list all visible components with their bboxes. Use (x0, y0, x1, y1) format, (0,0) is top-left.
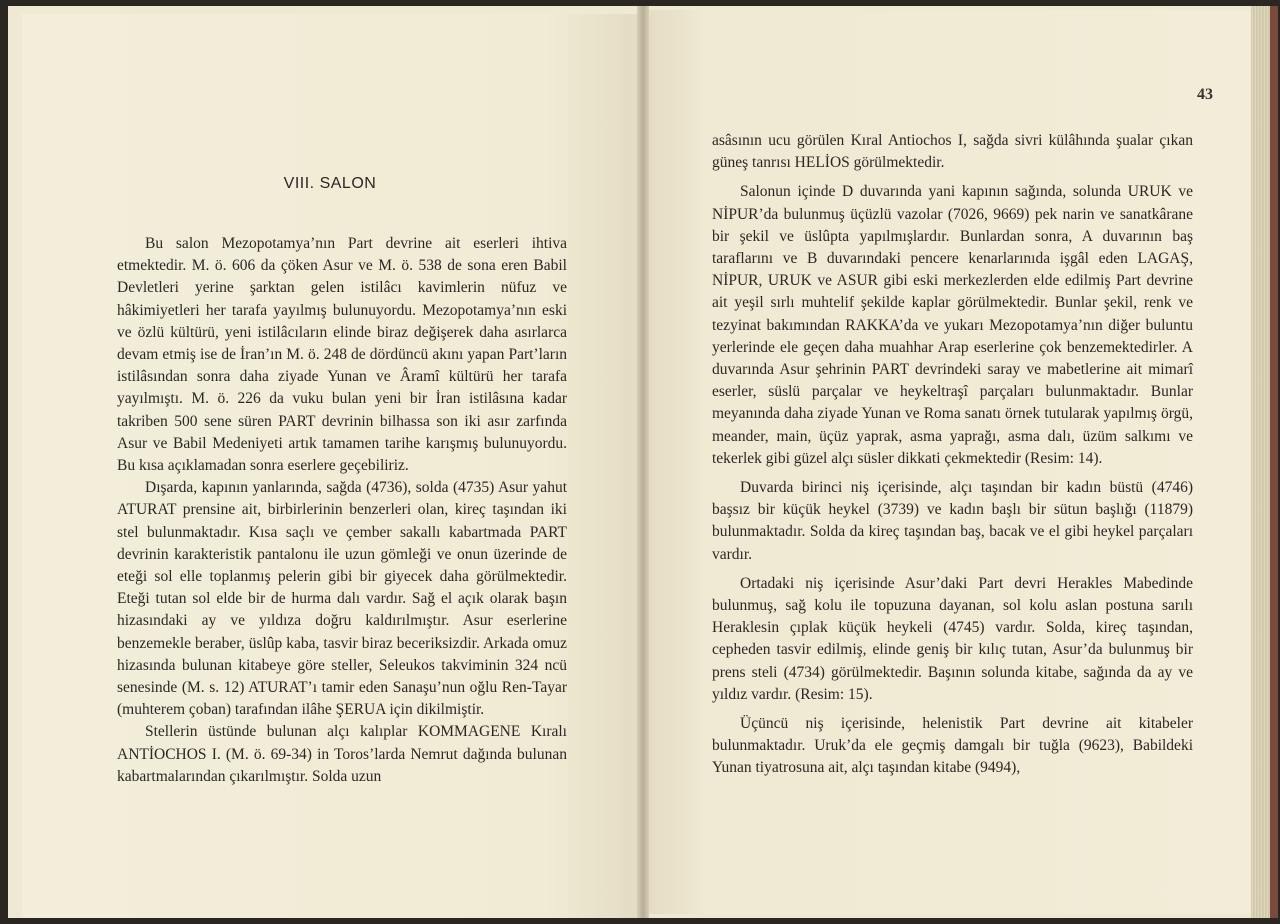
paragraph: Stellerin üstünde bulunan alçı kalıplar KOMMAGENE Kıralı ANTİOCHOS I. (M. ö. 69-34) in Toros’larda Nemrut dağında bulunan kabartmalarından çıkarılmıştır. Solda uzun (117, 723, 567, 785)
paragraph: Duvarda birinci niş içerisinde, alçı taşından bir kadın büstü (4746) başsız bir küçük heykel (3739) ve kadın başlı bir sütun başlığı (11879) bulunmaktadır. Solda da kireç taşından baş, bacak ve el gibi heykel parçaları vardır. (712, 479, 1193, 563)
left-page (22, 14, 638, 918)
book-gutter (637, 6, 649, 918)
paragraph: Ortadaki niş içerisinde Asur’daki Part devri Herakles Mabedinde bulunmuş, sağ kolu ile topuzuna dayanan, sol kolu aslan postuna sarılı Heraklesin çıplak küçük heykeli (4745) vardır. Solda, kireç taşından, cepheden tasvir edilmiş, elinde geniş bir kılıç tutan, Asur’da bulunmuş bir prens steli (4734) görülmektedir. Başının solunda kitabe, sağında da ay ve yıldız vardır. (Resim: 15). (712, 574, 1193, 703)
left-page-body (117, 233, 567, 788)
right-page-body (712, 130, 1193, 780)
paragraph: Üçüncü niş içerisinde, helenistik Part devrine ait kitabeler bulunmaktadır. Uruk’da ele geçmiş damgalı bir tuğla (9623), Babildeki Yunan tiyatrosuna ait, alçı taşından kitabe (9494), (712, 715, 1193, 777)
paragraph: Salonun içinde D duvarında yani kapının sağında, solunda URUK ve NİPUR’da bulunmuş üçüzlü vazolar (7026, 9669) pek narin ve sanatkârane bir şekil ve üslûpta yapılmışlardır. Bunlardan sonra, A duvarının baş taraflarını ve B duvarındaki pencere kenarlarınıda işgâl eden LAGAŞ, NİPUR, URUK ve ASUR gibi eski merkezlerden elde edilmiş Part devrine ait yeşil sırlı muhtelif şekilde kaplar görülmektedir. Bunlar şekil, renk ve tezyinat bakımından RAKKA’da ve yukarı Mezopotamya’nın diğer buluntu yerlerinde ele geçen daha muahhar Arap eserlerine çok benzemektedirler. A duvarında Asur şehrinin PART devrindeki saray ve mabetlerine ait mimarî eserler, süslü parçalar ve heykeltraşî parçaları bulunmaktadır. Bunlar meyanında daha ziyade Yunan ve Roma sanatı örnek tutularak yapılmış örgü, meander, main, üçüz yaprak, asma yaprağı, asma dalı, üzüm salkımı ve tekerlek gibi güzel alçı süsler dikkati çekmektedir (Resim: 14). (712, 183, 1193, 467)
right-page (649, 10, 1251, 914)
section-heading: VIII. SALON (283, 175, 377, 192)
paragraph: asâsının ucu görülen Kıral Antiochos I, sağda sivri külâhında şualar çıkan güneş tanrısı HELİOS görülmektedir. (712, 132, 1193, 172)
paragraph: Dışarda, kapının yanlarında, sağda (4736), solda (4735) Asur yahut ATURAT prensine ait, birbirlerinin benzerleri olan, kireç taşından iki stel bulunmaktadır. Kısa saçlı ve çember sakallı kabartmada PART devrinin karakteristik pantalonu ile uzun gömleği ve onun üzerinde de eteği sol elle toplanmış pelerin gibi bir giyecek daha görülmektedir. Eteği tutan sol elde bir de hurma dalı vardır. Sağ el açık olarak başın hizasındaki ay ve yıldıza doğru kaldırılmıştır. Asur eserlerine benzemekle beraber, üslûp kaba, tasvir biraz beceriksizdir. Arkada omuz hizasında bulunan kitabeye göre steller, Seleukos takviminin 324 ncü senesinde (M. s. 12) ATURAT’ı tamir eden Sanaşu’nun oğlu Ren-Tayar (muhterem çoban) tarafından ilâhe ŞERUA için dikilmiştir. (117, 479, 567, 719)
page-number: 43 (1197, 86, 1213, 103)
book-cover-edge (1270, 6, 1278, 918)
book-spread (8, 6, 1278, 918)
paragraph: Bu salon Mezopotamya’nın Part devrine ait eserleri ihtiva etmektedir. M. ö. 606 da çöken Asur ve M. ö. 538 de sona eren Babil Devletleri yerine şarktan gelen istilâcı kavimlerin nüfuz ve hâkimiyetleri her tarafa yayılmış bulunuyordu. Mezopotamya’nın eski ve özlü kültürü, yeni istilâcıların elinde biraz değişerek daha asırlarca devam etmiş ise de İran’ın M. ö. 248 de dördüncü akını yapan Part’ların istilâsından sonra daha ziyade Yunan ve Âramî kültürü her tarafa yayılmıştı. M. ö. 226 da vuku bulan yeni bir İran istilâsına kadar takriben 500 sene süren PART devrinin bilhassa son iki asır zarfında Asur ve Babil Medeniyeti artık tamamen tarihe karışmış bulunuyordu. Bu kısa açıklamadan sonra eserlere geçebiliriz. (117, 235, 567, 475)
